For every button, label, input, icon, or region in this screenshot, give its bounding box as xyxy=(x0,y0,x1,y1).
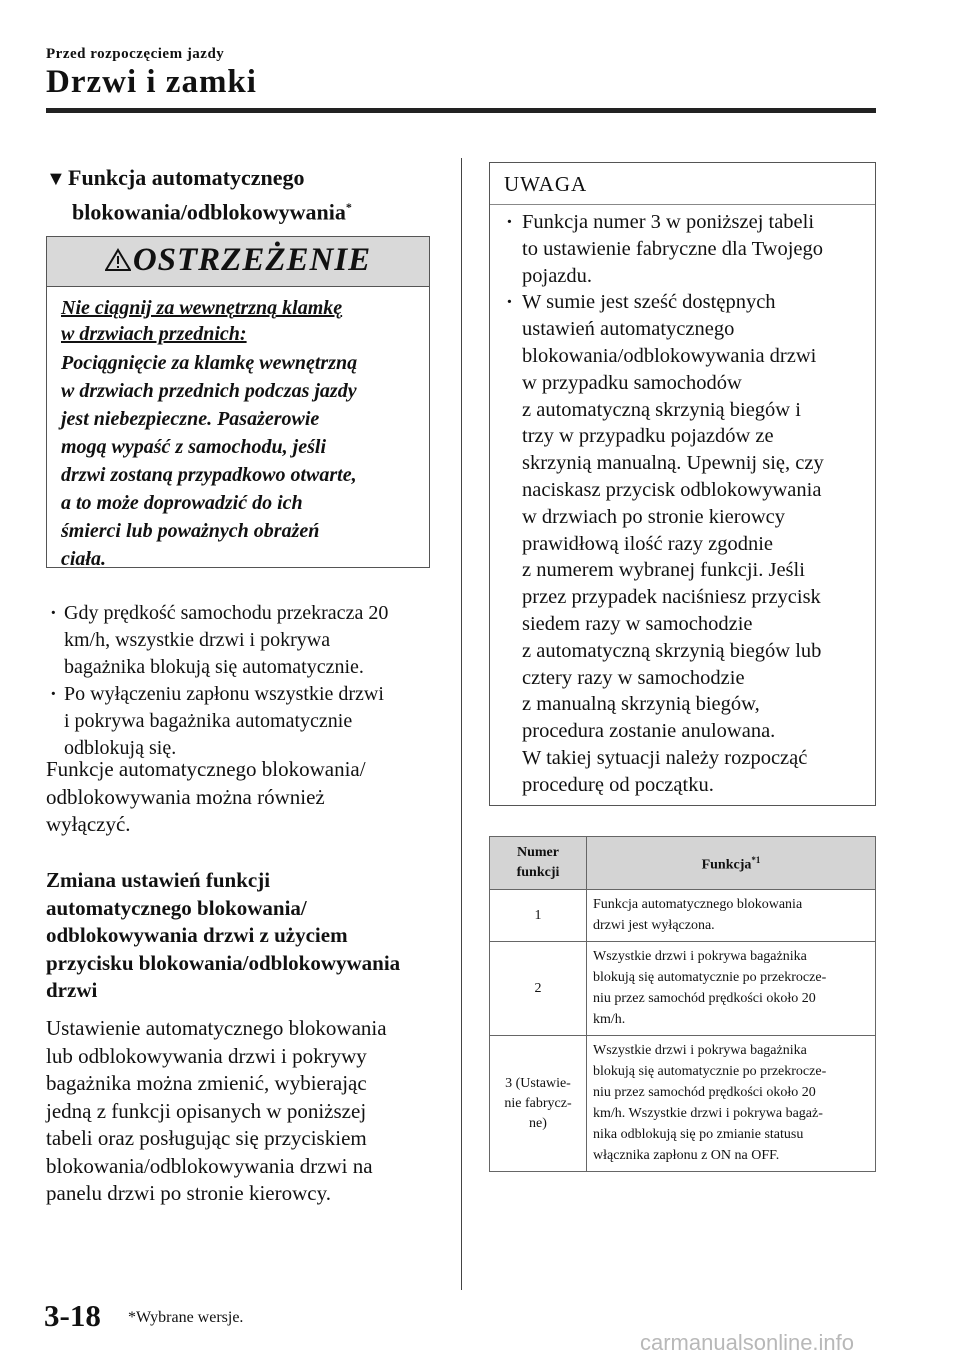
note-box xyxy=(489,162,876,806)
note-line: z automatyczną skrzynią biegów lub xyxy=(522,639,822,662)
cell-line: włącznika zapłonu z ON na OFF. xyxy=(593,1148,780,1163)
paragraph-line: jedną z funkcji opisanych w poniższej xyxy=(46,1098,367,1123)
cell-line: 2 xyxy=(534,980,542,996)
warning-body-line: jest niebezpieczne. Pasażerowie xyxy=(61,408,320,430)
note-line: · W sumie jest sześć dostępnych xyxy=(522,291,776,314)
note-line: pojazdu. xyxy=(522,264,593,287)
note-item xyxy=(504,289,864,798)
bullet-list xyxy=(46,600,446,762)
procedure-heading-line: drzwi xyxy=(46,978,98,1002)
warning-body-line: ciała. xyxy=(61,548,106,570)
section-asterisk: * xyxy=(345,200,352,214)
page-number: 3-18 xyxy=(44,1298,101,1333)
bullet-item xyxy=(46,681,446,762)
column-header-function xyxy=(587,837,876,890)
warning-subheading-line: Nie ciągnij za wewnętrzną klamkę xyxy=(61,297,343,319)
function-description-cell xyxy=(587,890,876,942)
paragraph-line: Ustawienie automatycznego blokowania xyxy=(46,1016,387,1040)
header-line: Funkcja xyxy=(701,857,752,873)
note-label: UWAGA xyxy=(490,163,875,205)
paragraph-line: blokowania/odblokowywania drzwi na xyxy=(46,1153,373,1178)
paragraph-line: lub odblokowywania drzwi i pokrywy xyxy=(46,1043,367,1068)
cell-line: Wszystkie drzwi i pokrywa bagażnika xyxy=(593,949,807,964)
note-line: to ustawienie fabryczne dla Twojego xyxy=(522,237,824,260)
footnote-ref: *1 xyxy=(751,855,761,866)
note-line: blokowania/odblokowywania drzwi xyxy=(522,344,817,367)
breadcrumb: Przed rozpoczęciem jazdy xyxy=(46,46,225,62)
note-line: z numerem wybranej funkcji. Jeśli xyxy=(522,559,805,582)
note-line: prawidłową ilość razy zgodnie xyxy=(522,532,774,555)
warning-body-line: Pociągnięcie za klamkę wewnętrzną xyxy=(61,352,358,374)
procedure-heading-line: przycisku blokowania/odblokowywania xyxy=(46,950,401,975)
table-row xyxy=(490,942,876,1036)
function-table xyxy=(489,836,876,1172)
note-line: cztery razy w samochodzie xyxy=(522,666,745,689)
table-row xyxy=(490,1036,876,1172)
cell-line: km/h. xyxy=(593,1012,626,1027)
note-line: w przypadku samochodów xyxy=(522,371,742,394)
function-number-cell xyxy=(490,1036,587,1172)
warning-body-line: a to może doprowadzić do ich xyxy=(61,492,303,514)
warning-body-line: śmierci lub poważnych obrażeń xyxy=(61,520,320,542)
warning-triangle-icon xyxy=(105,248,131,272)
paragraph-line: wyłączyć. xyxy=(46,812,131,836)
note-item xyxy=(504,209,864,289)
warning-subheading-line: w drzwiach przednich: xyxy=(61,323,247,345)
note-line: w drzwiach po stronie kierowcy xyxy=(522,505,785,528)
watermark-link[interactable]: carmanualsonline.info xyxy=(640,1330,855,1355)
paragraph-line: panelu drzwi po stronie kierowcy. xyxy=(46,1181,331,1205)
bullet-line: · Po wyłączeniu zapłonu wszystkie drzwi xyxy=(64,683,384,705)
page-title: Drzwi i zamki xyxy=(46,64,257,100)
title-rule xyxy=(46,108,876,113)
warning-body xyxy=(61,349,421,573)
column-header-number xyxy=(490,837,587,890)
cell-line: Funkcja automatycznego blokowania xyxy=(593,897,803,912)
warning-body-line: drzwi zostaną przypadkowo otwarte, xyxy=(61,464,357,486)
cell-line: nika odblokują się po zmianie statusu xyxy=(593,1127,804,1142)
procedure-heading-line: Zmiana ustawień funkcji xyxy=(46,868,271,892)
section-heading xyxy=(46,164,446,226)
triangle-marker-icon: ▼ xyxy=(46,168,66,190)
cell-line: km/h. Wszystkie drzwi i pokrywa bagaż- xyxy=(593,1106,823,1121)
paragraph-line: bagażnika można zmienić, wybierając xyxy=(46,1071,367,1095)
procedure-heading xyxy=(46,867,456,1005)
bullet-line: · Gdy prędkość samochodu przekracza 20 xyxy=(64,602,389,624)
section-title-line-2: blokowania/odblokowywania xyxy=(72,199,346,225)
function-number-cell xyxy=(490,890,587,942)
note-line: W takiej sytuacji należy rozpocząć xyxy=(522,746,808,769)
note-line: ustawień automatycznego xyxy=(522,318,735,341)
note-line: skrzynią manualną. Upewnij się, czy xyxy=(522,452,824,475)
warning-body-line: w drzwiach przednich podczas jazdy xyxy=(61,380,357,402)
header-line: Numer xyxy=(517,845,559,860)
footnote: *Wybrane wersje. xyxy=(128,1309,244,1326)
cell-line: drzwi jest wyłączona. xyxy=(593,918,715,933)
bullet-line: i pokrywa bagażnika automatycznie xyxy=(64,710,353,732)
cell-line: 1 xyxy=(534,907,542,923)
note-line: · Funkcja numer 3 w poniższej tabeli xyxy=(522,211,815,233)
cell-line: niu przez samochód prędkości około 20 xyxy=(593,1085,816,1100)
warning-header xyxy=(47,237,429,287)
function-description-cell xyxy=(587,1036,876,1172)
warning-label: OSTRZEŻENIE xyxy=(132,242,372,278)
cell-line: Wszystkie drzwi i pokrywa bagażnika xyxy=(593,1043,807,1058)
paragraph-line: tabeli oraz posługując się przyciskiem xyxy=(46,1126,367,1150)
bullet-line: odblokują się. xyxy=(64,737,177,759)
bullet-item xyxy=(46,600,446,681)
paragraph-line: Funkcje automatycznego blokowania/ xyxy=(46,757,366,781)
paragraph-procedure xyxy=(46,1015,446,1208)
cell-line: blokują się automatycznie po przekrocze- xyxy=(593,970,827,985)
note-line: naciskasz przycisk odblokowywania xyxy=(522,478,822,501)
cell-line: 3 (Ustawie- xyxy=(505,1075,571,1091)
procedure-heading-line: automatycznego blokowania/ xyxy=(46,895,307,920)
paragraph-line: odblokowywania można również xyxy=(46,784,325,809)
cell-line: niu przez samochód prędkości około 20 xyxy=(593,991,816,1006)
function-number-cell xyxy=(490,942,587,1036)
note-body xyxy=(504,209,864,799)
note-line: trzy w przypadku pojazdów ze xyxy=(522,425,774,448)
note-line: procedurę od początku. xyxy=(522,773,714,796)
warning-body-line: mogą wypaść z samochodu, jeśli xyxy=(61,436,327,458)
bullet-line: km/h, wszystkie drzwi i pokrywa xyxy=(64,629,331,651)
table-header-row xyxy=(490,837,876,890)
warning-subheading xyxy=(61,295,342,347)
header-line: funkcji xyxy=(516,865,560,880)
warning-box xyxy=(46,236,430,568)
column-divider xyxy=(461,158,462,1290)
table-row xyxy=(490,890,876,942)
note-line: siedem razy w samochodzie xyxy=(522,612,753,635)
bullet-line: bagażnika blokują się automatycznie. xyxy=(64,656,364,678)
note-line: przez przypadek naciśniesz przycisk xyxy=(522,586,821,609)
cell-line: nie fabrycz- xyxy=(504,1095,572,1111)
section-title-line-1: Funkcja automatycznego xyxy=(68,165,305,190)
procedure-heading-line: odblokowywania drzwi z użyciem xyxy=(46,923,348,947)
cell-line: ne) xyxy=(529,1115,547,1131)
note-line: z manualną skrzynią biegów, xyxy=(522,693,760,716)
note-line: z automatyczną skrzynią biegów i xyxy=(522,398,801,421)
paragraph-disable xyxy=(46,756,446,839)
function-description-cell xyxy=(587,942,876,1036)
note-line: procedura zostanie anulowana. xyxy=(522,720,776,743)
cell-line: blokują się automatycznie po przekrocze- xyxy=(593,1064,827,1079)
